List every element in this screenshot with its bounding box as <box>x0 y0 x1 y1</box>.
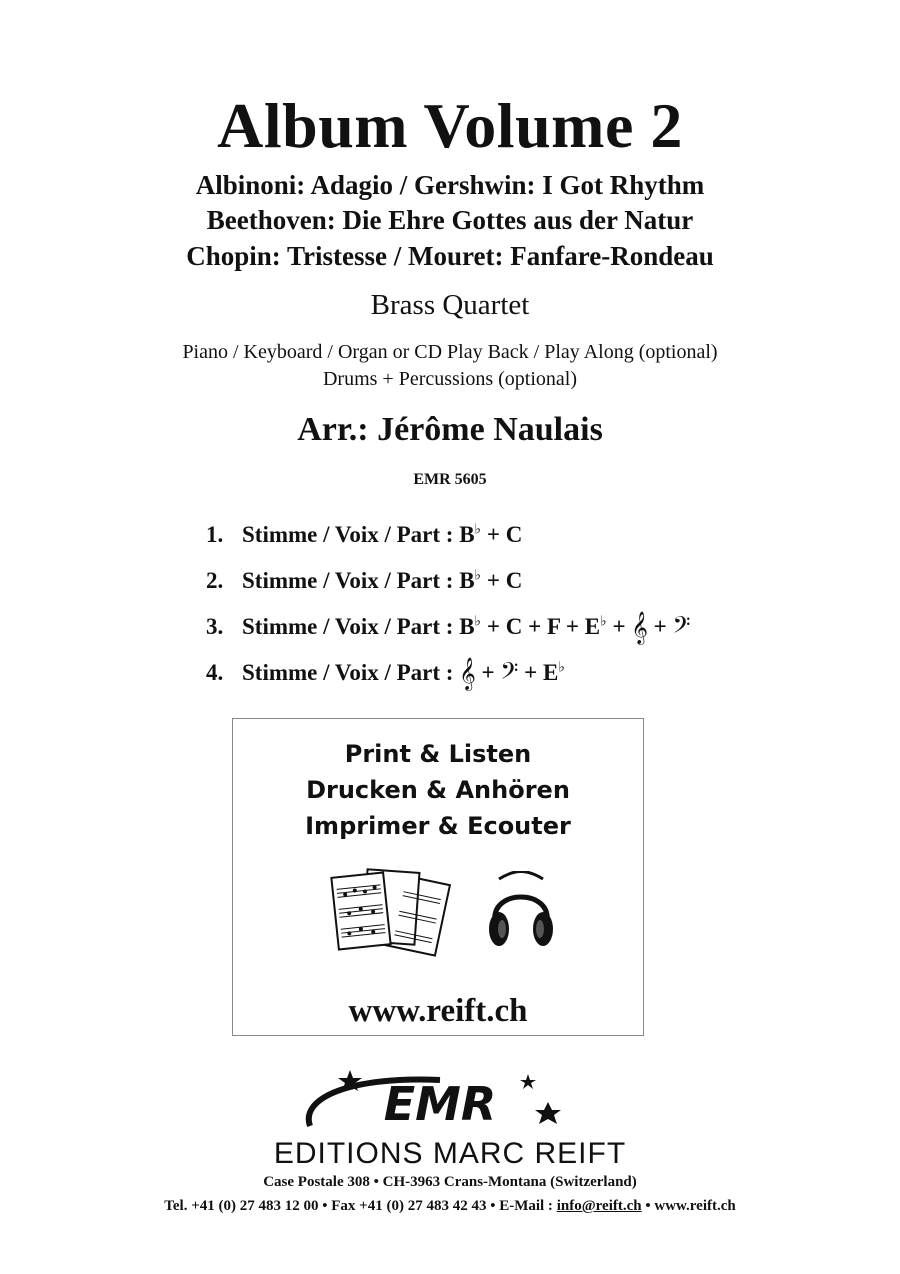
promo-line-fr: Imprimer & Ecouter <box>305 812 571 840</box>
part-number: 1. <box>206 522 224 547</box>
part-number: 4. <box>206 660 224 685</box>
emr-logo <box>290 1068 580 1136</box>
print-listen-box <box>232 718 644 1036</box>
part-number: 2. <box>206 568 224 593</box>
part-keys: B♭ + C <box>459 568 523 593</box>
treble-clef-icon: 𝄞 <box>459 657 476 690</box>
headphones-icon <box>485 871 557 953</box>
part-label: Stimme / Voix / Part : <box>242 568 454 593</box>
accompaniment-line-1: Piano / Keyboard / Organ or CD Play Back / Play Along (optional) <box>182 341 718 363</box>
part-keys: B♭ + C <box>459 522 523 547</box>
part-3 <box>206 608 691 654</box>
promo-website-link[interactable]: www.reift.ch <box>348 993 528 1029</box>
part-keys: B♭ + C + F + E♭ + 𝄞 + 𝄢 <box>459 611 691 644</box>
subtitle-line-3: Chopin: Tristesse / Mouret: Fanfare-Rondeau <box>186 241 714 271</box>
bass-clef-icon: 𝄢 <box>672 611 691 644</box>
promo-line-en: Print & Listen <box>344 740 532 768</box>
postal-address: Case Postale 308 • CH-3963 Crans-Montana (Switzerland) <box>263 1174 637 1190</box>
contact-line <box>0 1196 900 1216</box>
arranger: Arr.: Jérôme Naulais <box>297 411 603 448</box>
accompaniment-line-2: Drums + Percussions (optional) <box>322 368 578 390</box>
part-keys: 𝄞 + 𝄢 + E♭ <box>459 657 565 690</box>
part-4 <box>206 654 691 700</box>
album-title: Album Volume 2 <box>217 90 683 161</box>
part-label: Stimme / Voix / Part : <box>242 660 454 685</box>
parts-list <box>206 516 691 700</box>
publisher-name: EDITIONS MARC REIFT <box>273 1137 627 1170</box>
ensemble: Brass Quartet <box>370 289 530 321</box>
subtitle-line-2: Beethoven: Die Ehre Gottes aus der Natur <box>206 205 694 235</box>
promo-line-de: Drucken & Anhören <box>306 776 570 804</box>
part-label: Stimme / Voix / Part : <box>242 614 454 639</box>
subtitle-line-1: Albinoni: Adagio / Gershwin: I Got Rhythm <box>195 170 705 200</box>
part-2 <box>206 562 691 608</box>
part-label: Stimme / Voix / Part : <box>242 522 454 547</box>
logo-text: EMR <box>383 1077 497 1131</box>
email-link[interactable]: info@reift.ch <box>556 1198 642 1214</box>
sheet-music-icon <box>329 865 459 975</box>
part-number: 3. <box>206 614 224 639</box>
website-link[interactable]: • www.reift.ch <box>641 1198 736 1214</box>
phone-fax: Tel. +41 (0) 27 483 12 00 • Fax +41 (0) 27 483 42 43 • E-Mail : <box>164 1198 557 1214</box>
catalog-number: EMR 5605 <box>413 471 487 488</box>
bass-clef-icon: 𝄢 <box>500 657 519 690</box>
treble-clef-icon: 𝄞 <box>631 611 648 644</box>
part-1 <box>206 516 691 562</box>
